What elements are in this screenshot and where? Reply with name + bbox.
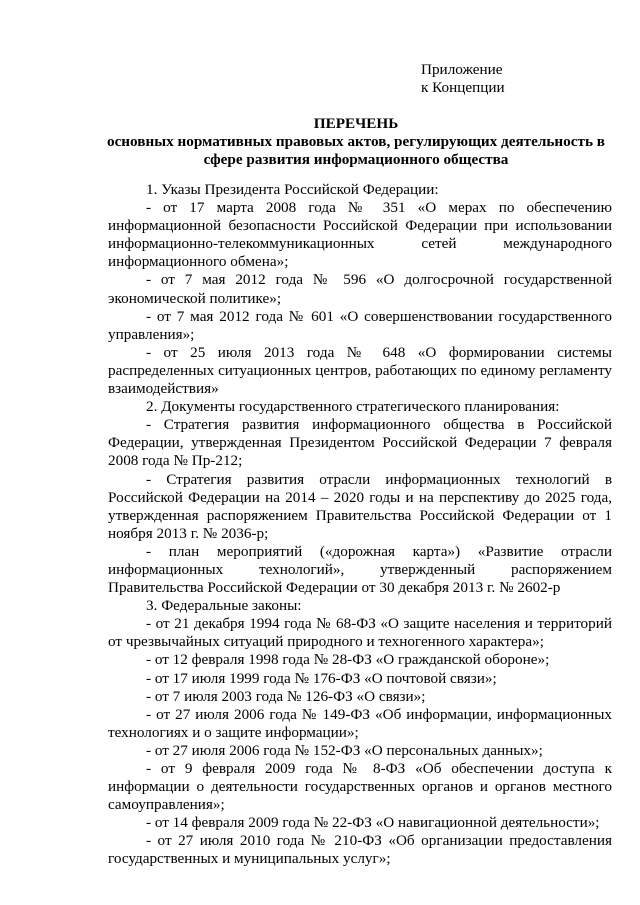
list-item: - от 14 февраля 2009 года № 22-ФЗ «О навигационной деятельности»; (146, 814, 600, 832)
document-title (100, 115, 612, 169)
list-item: - от 27 июля 2006 года № 149-ФЗ «Об информации, информационных технологиях и о защите информации»; (108, 705, 612, 741)
list-item: - от 17 июля 1999 года № 176-ФЗ «О почтовой связи»; (146, 669, 497, 687)
list-item: - от 21 декабря 1994 года № 68-ФЗ «О защите населения и территорий от чрезвычайных ситуаций природного и техногенного характера»; (108, 615, 612, 651)
list-item: - от 9 февраля 2009 года № 8-ФЗ «Об обеспечении доступа к информации о деятельности государственных органов и органов местного самоуправления»; (108, 760, 612, 814)
list-item: - от 25 июля 2013 года № 648 «О формировании системы распределенных ситуационных центров, работающих по единому регламенту взаимодействия» (108, 343, 612, 398)
list-item: - от 7 мая 2012 года № 596 «О долгосрочной государственной экономической политике»; (108, 271, 612, 307)
list-item: - план мероприятий («дорожная карта») «Развитие отрасли информационных технологий», утвержденный распоряжением Правительства Российской Федерации от 30 декабря 2013 г. № 2602-р (108, 542, 612, 597)
section-heading: 2. Документы государственного стратегического планирования: (146, 398, 560, 416)
section-heading: 3. Федеральные законы: (146, 597, 302, 615)
list-item: - от 17 марта 2008 года № 351 «О мерах по обеспечению информационной безопасности Российской Федерации при использовании информационно-телекоммуникационных сетей международного информационного обмена»; (108, 199, 612, 271)
list-item: - от 12 февраля 1998 года № 28-ФЗ «О гражданской обороне»; (146, 651, 550, 669)
annex-line-1: Приложение (421, 61, 503, 78)
list-item: - от 27 июля 2010 года № 210-ФЗ «Об организации предоставления государственных и муниципальных услуг»; (108, 832, 612, 868)
title-heading: ПЕРЕЧЕНЬ (313, 115, 399, 132)
title-line-1: основных нормативных правовых актов, регулирующих деятельность в (106, 133, 606, 150)
document-body (108, 181, 612, 869)
list-item: - от 7 июля 2003 года № 126-ФЗ «О связи»; (146, 687, 426, 705)
list-item: - от 27 июля 2006 года № 152-ФЗ «О персональных данных»; (146, 741, 543, 759)
list-item: - Стратегия развития информационного общества в Российской Федерации, утвержденная Президентом Российской Федерации 7 февраля 2008 года № Пр-212; (108, 416, 612, 470)
annex-line-2: к Концепции (421, 79, 505, 96)
annex-note (421, 61, 621, 97)
section-heading: 1. Указы Президента Российской Федерации: (146, 181, 439, 198)
list-item: - Стратегия развития отрасли информационных технологий в Российской Федерации на 2014 – 2020 годы и на перспективу до 2025 года, утвержденная распоряжением Правительства Российской Федерации от 1 ноября 2013 г. № 2036-р; (108, 470, 612, 542)
title-line-2: сфере развития информационного общества (203, 151, 509, 168)
list-item: - от 7 мая 2012 года № 601 «О совершенствовании государственного управления»; (108, 307, 612, 343)
